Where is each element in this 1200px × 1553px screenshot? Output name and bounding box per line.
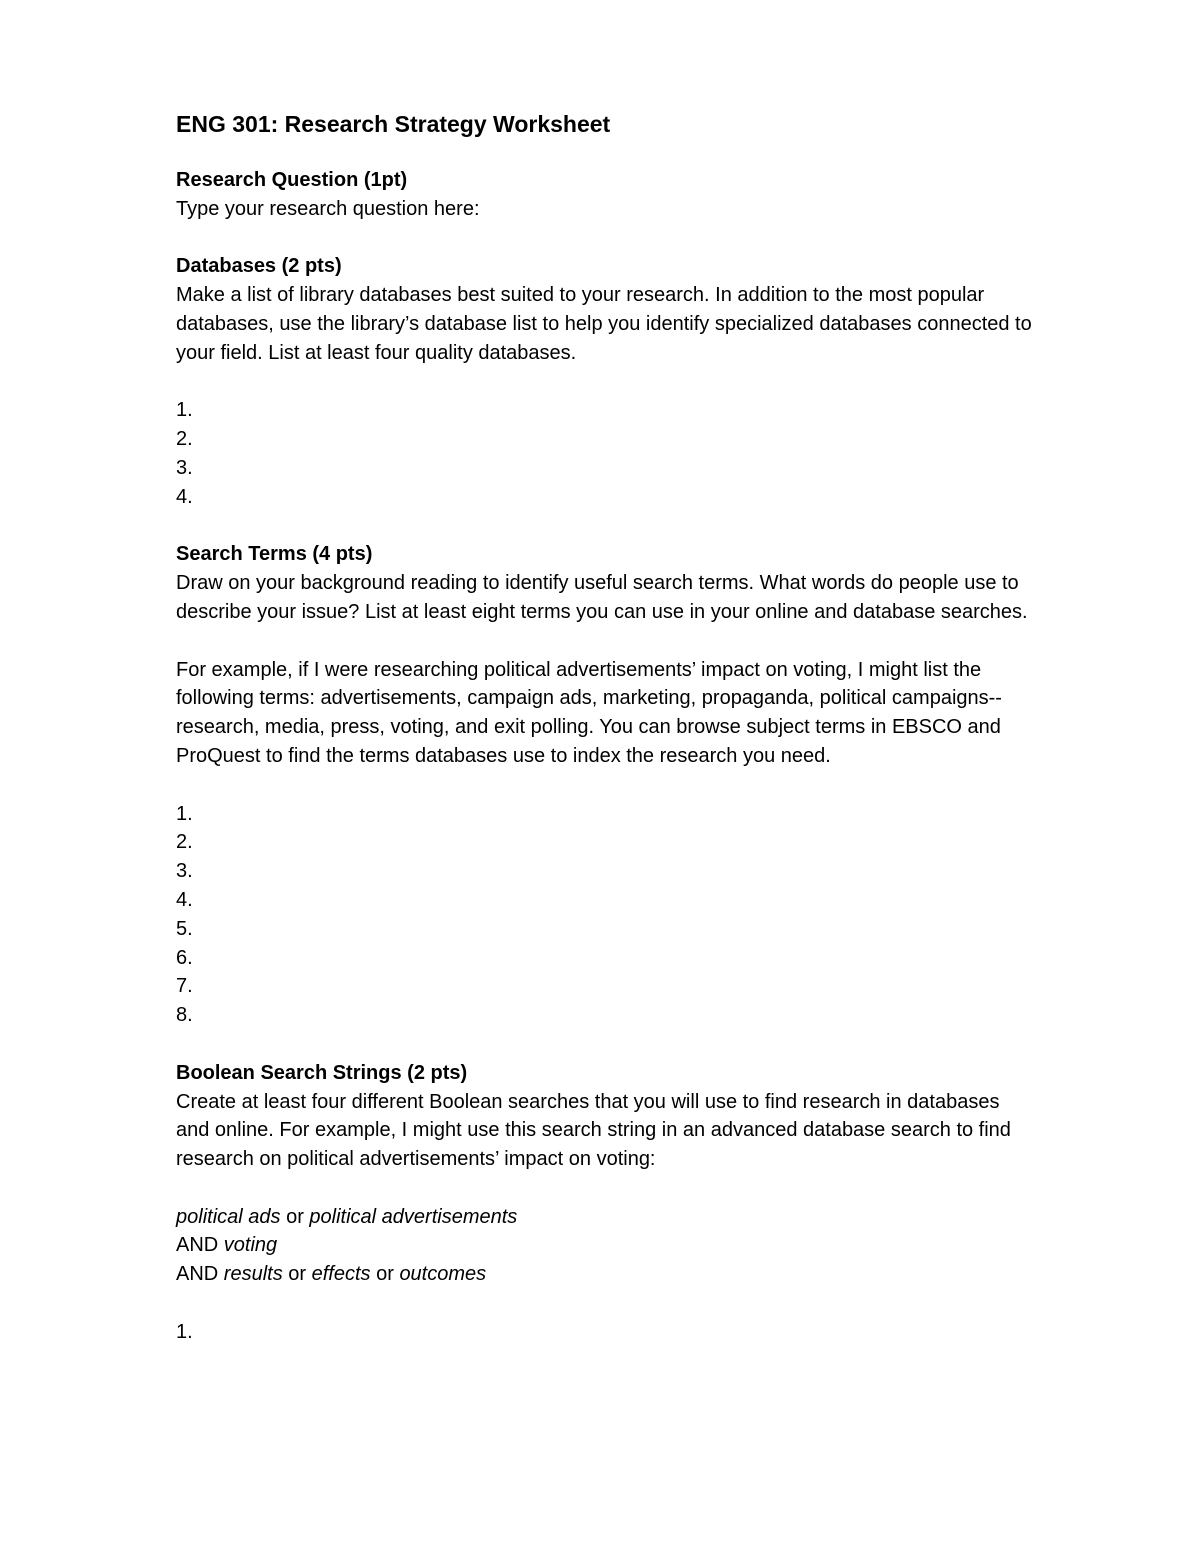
search-term: voting	[223, 1234, 278, 1257]
list-item: 2.	[176, 428, 193, 451]
list-item: 3.	[176, 456, 193, 479]
search-terms-example: For example, if I were researching political advertisements’ impact on voting, I might list the following terms: advertisements, campaign ads, marketing, propaganda, political campaigns--research, media, press, voting, and exit polling. You can browse subject terms in EBSCO and ProQuest to find the terms databases use to index the research you need.	[176, 658, 1002, 767]
list-item: 7.	[176, 975, 193, 998]
list-item: 3.	[176, 860, 193, 883]
boolean-operator: AND	[176, 1234, 224, 1257]
research-question-prompt: Type your research question here:	[176, 197, 480, 220]
search-terms-list	[176, 800, 1036, 1030]
list-item: 6.	[176, 946, 193, 969]
boolean-operator: or	[280, 1205, 310, 1228]
worksheet-page	[176, 108, 1036, 1347]
spacer	[176, 771, 1036, 800]
list-item: 1.	[176, 1320, 193, 1343]
list-item: 2.	[176, 831, 193, 854]
research-question-heading: Research Question (1pt)	[176, 169, 408, 191]
spacer	[176, 512, 1036, 541]
search-term: results	[223, 1263, 283, 1286]
boolean-operator: or	[370, 1263, 400, 1286]
databases-instructions: Make a list of library databases best suited to your research. In addition to the most popular databases, use the library’s database list to help you identify specialized databases connected to your field. List at least four quality databases.	[176, 284, 1032, 364]
search-terms-instructions: Draw on your background reading to identify useful search terms. What words do people use to describe your issue? List at least eight terms you can use in your online and database searches.	[176, 572, 1028, 623]
search-term: effects	[311, 1263, 371, 1286]
spacer	[176, 368, 1036, 397]
search-term: outcomes	[399, 1263, 487, 1286]
boolean-example-line-3	[176, 1260, 1036, 1289]
boolean-list	[176, 1318, 1036, 1347]
boolean-example-line-2	[176, 1231, 1036, 1260]
list-item: 4.	[176, 888, 193, 911]
search-terms-heading: Search Terms (4 pts)	[176, 543, 373, 566]
search-term: political advertisements	[309, 1205, 518, 1228]
spacer	[176, 1289, 1036, 1318]
list-item: 5.	[176, 917, 193, 940]
spacer	[176, 224, 1036, 253]
spacer	[176, 1174, 1036, 1203]
search-term: political ads	[176, 1205, 281, 1228]
boolean-instructions: Create at least four different Boolean searches that you will use to find research in databases and online. For example, I might use this search string in an advanced database search to find research on political advertisements’ impact on voting:	[176, 1090, 1011, 1171]
list-item: 1.	[176, 802, 193, 825]
document-title: ENG 301: Research Strategy Worksheet	[176, 111, 611, 137]
spacer	[176, 1030, 1036, 1059]
list-item: 1.	[176, 399, 193, 422]
boolean-example-line-1	[176, 1203, 1036, 1232]
boolean-operator: AND	[176, 1263, 224, 1286]
databases-list	[176, 396, 1036, 511]
boolean-operator: or	[282, 1263, 312, 1286]
databases-heading: Databases (2 pts)	[176, 255, 342, 278]
boolean-heading: Boolean Search Strings (2 pts)	[176, 1061, 468, 1084]
list-item: 8.	[176, 1004, 193, 1027]
spacer	[176, 627, 1036, 656]
list-item: 4.	[176, 485, 193, 508]
